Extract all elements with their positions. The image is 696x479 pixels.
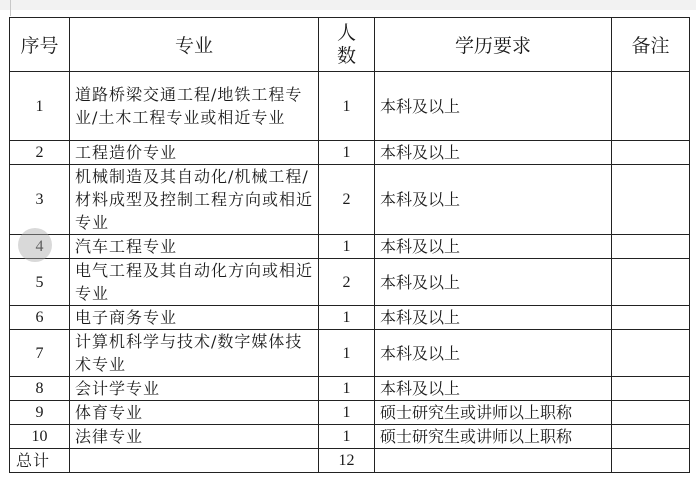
row-major: 电气工程及其自动化方向或相近专业 (70, 259, 319, 306)
row-education: 本科及以上 (375, 259, 612, 306)
corner-marker (0, 0, 11, 16)
row-education: 本科及以上 (375, 377, 612, 401)
row-note (612, 72, 690, 141)
header-note: 备注 (612, 18, 690, 72)
total-major-empty (70, 449, 319, 473)
total-note-empty (612, 449, 690, 473)
row-note (612, 235, 690, 259)
table-row (10, 72, 690, 141)
row-education: 本科及以上 (375, 235, 612, 259)
row-count: 2 (319, 165, 375, 235)
row-index: 3 (10, 165, 70, 235)
row-index: 10 (10, 425, 70, 449)
row-count: 1 (319, 377, 375, 401)
top-band (0, 0, 696, 10)
total-label: 总计 (10, 449, 70, 473)
row-note (612, 330, 690, 377)
row-index: 9 (10, 401, 70, 425)
table-row (10, 141, 690, 165)
row-index: 8 (10, 377, 70, 401)
row-note (612, 165, 690, 235)
row-major: 机械制造及其自动化/机械工程/材料成型及控制工程方向或相近专业 (70, 165, 319, 235)
header-count-text: 人 数 (336, 21, 356, 67)
total-count: 12 (319, 449, 375, 473)
table-body (10, 72, 690, 449)
row-count: 1 (319, 330, 375, 377)
row-count: 1 (319, 72, 375, 141)
row-count: 1 (319, 141, 375, 165)
header-row (10, 18, 690, 72)
header-index: 序号 (10, 18, 70, 72)
row-education: 本科及以上 (375, 165, 612, 235)
table-row (10, 235, 690, 259)
row-major: 计算机科学与技术/数字媒体技术专业 (70, 330, 319, 377)
row-education: 本科及以上 (375, 330, 612, 377)
table-row (10, 401, 690, 425)
row-index: 2 (10, 141, 70, 165)
total-education-empty (375, 449, 612, 473)
row-note (612, 377, 690, 401)
row-index: 4 (10, 235, 70, 259)
row-count: 1 (319, 401, 375, 425)
row-major: 体育专业 (70, 401, 319, 425)
row-count: 1 (319, 425, 375, 449)
row-education: 本科及以上 (375, 141, 612, 165)
header-count (319, 18, 375, 72)
row-major: 工程造价专业 (70, 141, 319, 165)
row-index: 6 (10, 306, 70, 330)
row-major: 电子商务专业 (70, 306, 319, 330)
table-row (10, 425, 690, 449)
row-count: 1 (319, 306, 375, 330)
row-major: 汽车工程专业 (70, 235, 319, 259)
row-education: 本科及以上 (375, 306, 612, 330)
touch-indicator (18, 228, 52, 262)
row-note (612, 425, 690, 449)
row-education: 硕士研究生或讲师以上职称 (375, 425, 612, 449)
row-index: 1 (10, 72, 70, 141)
row-count: 2 (319, 259, 375, 306)
row-note (612, 401, 690, 425)
table-row (10, 377, 690, 401)
row-note (612, 141, 690, 165)
header-education: 学历要求 (375, 18, 612, 72)
row-education: 本科及以上 (375, 72, 612, 141)
table-row (10, 330, 690, 377)
row-note (612, 306, 690, 330)
row-index: 5 (10, 259, 70, 306)
header-major: 专业 (70, 18, 319, 72)
recruitment-table (9, 17, 690, 473)
row-index: 7 (10, 330, 70, 377)
row-major: 会计学专业 (70, 377, 319, 401)
row-education: 硕士研究生或讲师以上职称 (375, 401, 612, 425)
total-row (10, 449, 690, 473)
row-count: 1 (319, 235, 375, 259)
row-major: 法律专业 (70, 425, 319, 449)
row-note (612, 259, 690, 306)
row-major: 道路桥梁交通工程/地铁工程专业/土木工程专业或相近专业 (70, 72, 319, 141)
table-row (10, 259, 690, 306)
table-row (10, 165, 690, 235)
table-row (10, 306, 690, 330)
